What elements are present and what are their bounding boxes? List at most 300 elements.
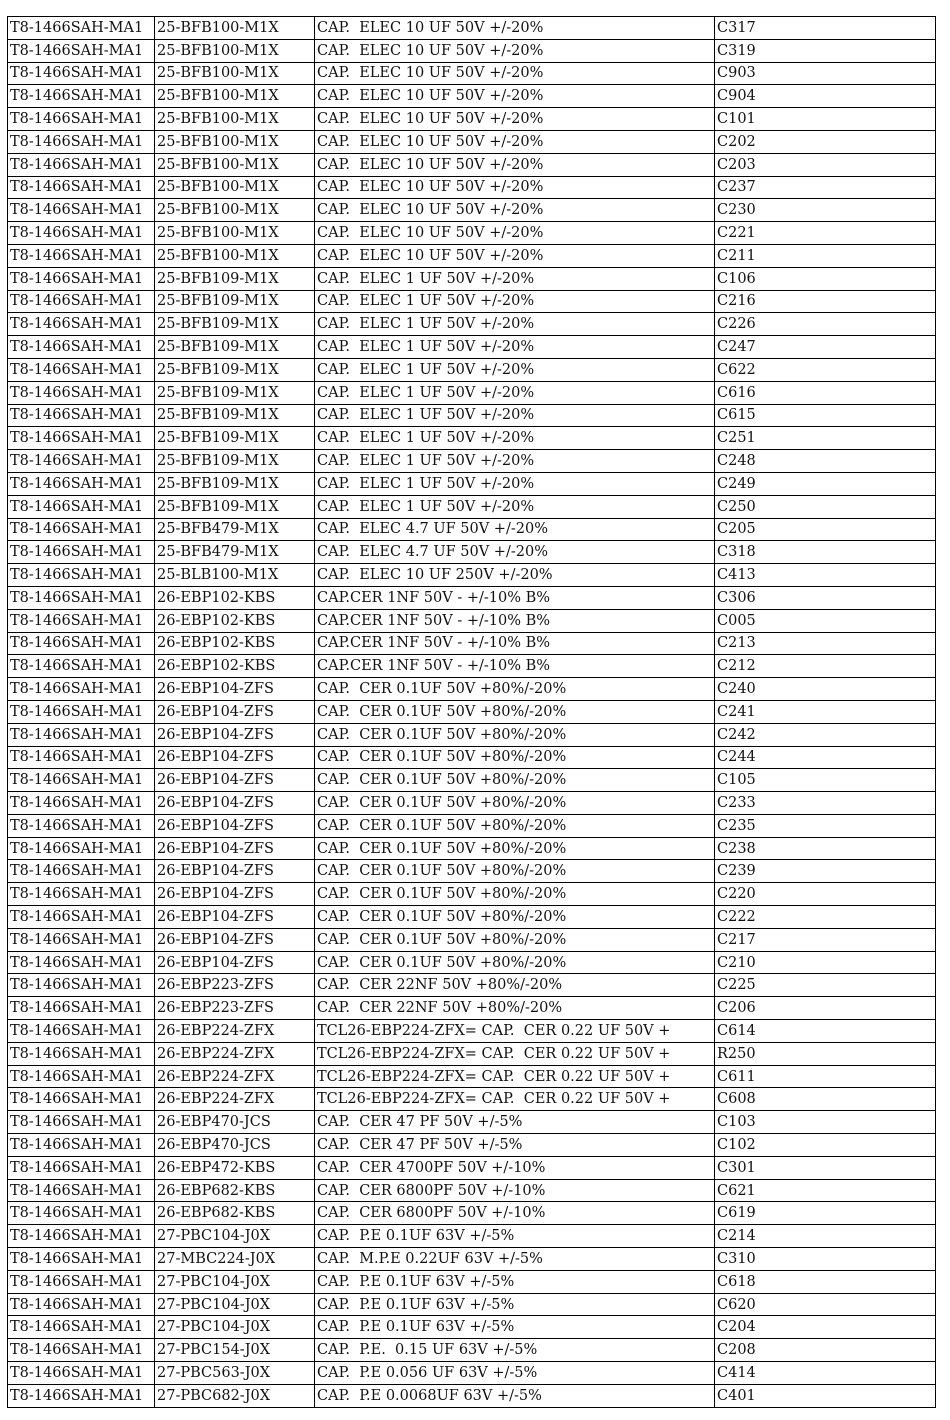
- part-number-cell: 26-EBP682-KBS: [155, 1179, 315, 1202]
- reference-cell: C216: [715, 290, 936, 313]
- model-cell: T8-1466SAH-MA1: [8, 1225, 155, 1248]
- table-row: [8, 792, 936, 815]
- reference-cell: C106: [715, 267, 936, 290]
- table-row: [8, 1225, 936, 1248]
- reference-cell: C619: [715, 1202, 936, 1225]
- model-cell: T8-1466SAH-MA1: [8, 564, 155, 587]
- model-cell: T8-1466SAH-MA1: [8, 1339, 155, 1362]
- model-cell: T8-1466SAH-MA1: [8, 1362, 155, 1385]
- description-cell: CAP. ELEC 4.7 UF 50V +/-20%: [315, 541, 715, 564]
- reference-cell: C241: [715, 700, 936, 723]
- table-row: [8, 906, 936, 929]
- table-row: [8, 290, 936, 313]
- part-number-cell: 26-EBP104-ZFS: [155, 700, 315, 723]
- model-cell: T8-1466SAH-MA1: [8, 860, 155, 883]
- reference-cell: C401: [715, 1384, 936, 1407]
- model-cell: T8-1466SAH-MA1: [8, 541, 155, 564]
- description-cell: TCL26-EBP224-ZFX= CAP. CER 0.22 UF 50V +: [315, 1088, 715, 1111]
- model-cell: T8-1466SAH-MA1: [8, 17, 155, 40]
- description-cell: CAP. CER 0.1UF 50V +80%/-20%: [315, 746, 715, 769]
- reference-cell: C214: [715, 1225, 936, 1248]
- reference-cell: C101: [715, 108, 936, 131]
- description-cell: CAP. CER 0.1UF 50V +80%/-20%: [315, 678, 715, 701]
- description-cell: CAP. CER 0.1UF 50V +80%/-20%: [315, 906, 715, 929]
- reference-cell: C306: [715, 586, 936, 609]
- description-cell: CAP.CER 1NF 50V - +/-10% B%: [315, 655, 715, 678]
- model-cell: T8-1466SAH-MA1: [8, 450, 155, 473]
- description-cell: CAP. P.E 0.056 UF 63V +/-5%: [315, 1362, 715, 1385]
- table-row: [8, 313, 936, 336]
- model-cell: T8-1466SAH-MA1: [8, 199, 155, 222]
- description-cell: CAP. ELEC 1 UF 50V +/-20%: [315, 404, 715, 427]
- model-cell: T8-1466SAH-MA1: [8, 1270, 155, 1293]
- description-cell: TCL26-EBP224-ZFX= CAP. CER 0.22 UF 50V +: [315, 1042, 715, 1065]
- part-number-cell: 25-BFB109-M1X: [155, 472, 315, 495]
- reference-cell: C319: [715, 39, 936, 62]
- model-cell: T8-1466SAH-MA1: [8, 814, 155, 837]
- table-row: [8, 1384, 936, 1407]
- description-cell: CAP. CER 0.1UF 50V +80%/-20%: [315, 951, 715, 974]
- reference-cell: C413: [715, 564, 936, 587]
- reference-cell: C903: [715, 62, 936, 85]
- model-cell: T8-1466SAH-MA1: [8, 1316, 155, 1339]
- model-cell: T8-1466SAH-MA1: [8, 130, 155, 153]
- table-row: [8, 609, 936, 632]
- table-row: [8, 1065, 936, 1088]
- part-number-cell: 26-EBP104-ZFS: [155, 860, 315, 883]
- description-cell: CAP. ELEC 10 UF 50V +/-20%: [315, 176, 715, 199]
- model-cell: T8-1466SAH-MA1: [8, 792, 155, 815]
- part-number-cell: 25-BFB100-M1X: [155, 17, 315, 40]
- table-row: [8, 814, 936, 837]
- reference-cell: C105: [715, 769, 936, 792]
- reference-cell: C242: [715, 723, 936, 746]
- table-row: [8, 495, 936, 518]
- description-cell: CAP. ELEC 10 UF 50V +/-20%: [315, 199, 715, 222]
- part-number-cell: 26-EBP104-ZFS: [155, 883, 315, 906]
- part-number-cell: 26-EBP102-KBS: [155, 609, 315, 632]
- model-cell: T8-1466SAH-MA1: [8, 108, 155, 131]
- part-number-cell: 25-BFB100-M1X: [155, 153, 315, 176]
- description-cell: CAP. ELEC 10 UF 250V +/-20%: [315, 564, 715, 587]
- table-row: [8, 1316, 936, 1339]
- part-number-cell: 25-BFB100-M1X: [155, 199, 315, 222]
- reference-cell: C225: [715, 974, 936, 997]
- part-number-cell: 25-BFB100-M1X: [155, 39, 315, 62]
- part-number-cell: 25-BFB100-M1X: [155, 108, 315, 131]
- reference-cell: C318: [715, 541, 936, 564]
- part-number-cell: 27-PBC104-J0X: [155, 1225, 315, 1248]
- model-cell: T8-1466SAH-MA1: [8, 1202, 155, 1225]
- description-cell: CAP. CER 0.1UF 50V +80%/-20%: [315, 723, 715, 746]
- reference-cell: C904: [715, 85, 936, 108]
- part-number-cell: 26-EBP224-ZFX: [155, 1020, 315, 1043]
- part-number-cell: 26-EBP104-ZFS: [155, 837, 315, 860]
- table-row: [8, 1293, 936, 1316]
- table-row: [8, 1202, 936, 1225]
- description-cell: CAP. ELEC 10 UF 50V +/-20%: [315, 85, 715, 108]
- part-number-cell: 26-EBP104-ZFS: [155, 792, 315, 815]
- part-number-cell: 25-BFB479-M1X: [155, 518, 315, 541]
- description-cell: CAP. ELEC 10 UF 50V +/-20%: [315, 39, 715, 62]
- reference-cell: C220: [715, 883, 936, 906]
- model-cell: T8-1466SAH-MA1: [8, 769, 155, 792]
- table-row: [8, 564, 936, 587]
- table-row: [8, 928, 936, 951]
- table-row: [8, 1088, 936, 1111]
- model-cell: T8-1466SAH-MA1: [8, 381, 155, 404]
- description-cell: CAP. CER 6800PF 50V +/-10%: [315, 1202, 715, 1225]
- reference-cell: C250: [715, 495, 936, 518]
- model-cell: T8-1466SAH-MA1: [8, 404, 155, 427]
- part-number-cell: 27-PBC104-J0X: [155, 1293, 315, 1316]
- model-cell: T8-1466SAH-MA1: [8, 336, 155, 359]
- table-row: [8, 678, 936, 701]
- model-cell: T8-1466SAH-MA1: [8, 153, 155, 176]
- description-cell: CAP. CER 0.1UF 50V +80%/-20%: [315, 792, 715, 815]
- model-cell: T8-1466SAH-MA1: [8, 746, 155, 769]
- description-cell: CAP. CER 0.1UF 50V +80%/-20%: [315, 860, 715, 883]
- description-cell: CAP. CER 47 PF 50V +/-5%: [315, 1134, 715, 1157]
- part-number-cell: 26-EBP102-KBS: [155, 632, 315, 655]
- reference-cell: C248: [715, 450, 936, 473]
- description-cell: CAP. ELEC 1 UF 50V +/-20%: [315, 313, 715, 336]
- part-number-cell: 26-EBP102-KBS: [155, 655, 315, 678]
- model-cell: T8-1466SAH-MA1: [8, 974, 155, 997]
- table-row: [8, 404, 936, 427]
- bom-table-body: [8, 17, 936, 1408]
- reference-cell: C203: [715, 153, 936, 176]
- part-number-cell: 26-EBP104-ZFS: [155, 906, 315, 929]
- description-cell: CAP. ELEC 10 UF 50V +/-20%: [315, 222, 715, 245]
- reference-cell: C616: [715, 381, 936, 404]
- part-number-cell: 26-EBP104-ZFS: [155, 951, 315, 974]
- part-number-cell: 26-EBP104-ZFS: [155, 769, 315, 792]
- reference-cell: C237: [715, 176, 936, 199]
- bom-table: [7, 16, 936, 1408]
- part-number-cell: 27-PBC104-J0X: [155, 1316, 315, 1339]
- reference-cell: C102: [715, 1134, 936, 1157]
- table-row: [8, 1339, 936, 1362]
- model-cell: T8-1466SAH-MA1: [8, 1293, 155, 1316]
- model-cell: T8-1466SAH-MA1: [8, 267, 155, 290]
- model-cell: T8-1466SAH-MA1: [8, 586, 155, 609]
- model-cell: T8-1466SAH-MA1: [8, 427, 155, 450]
- model-cell: T8-1466SAH-MA1: [8, 632, 155, 655]
- model-cell: T8-1466SAH-MA1: [8, 1065, 155, 1088]
- part-number-cell: 25-BFB109-M1X: [155, 427, 315, 450]
- model-cell: T8-1466SAH-MA1: [8, 928, 155, 951]
- table-row: [8, 883, 936, 906]
- reference-cell: C414: [715, 1362, 936, 1385]
- table-row: [8, 153, 936, 176]
- part-number-cell: 25-BFB109-M1X: [155, 450, 315, 473]
- reference-cell: C230: [715, 199, 936, 222]
- reference-cell: C206: [715, 997, 936, 1020]
- description-cell: CAP. CER 22NF 50V +80%/-20%: [315, 997, 715, 1020]
- model-cell: T8-1466SAH-MA1: [8, 1111, 155, 1134]
- part-number-cell: 26-EBP102-KBS: [155, 586, 315, 609]
- table-row: [8, 1134, 936, 1157]
- table-row: [8, 1179, 936, 1202]
- table-row: [8, 837, 936, 860]
- table-row: [8, 746, 936, 769]
- model-cell: T8-1466SAH-MA1: [8, 837, 155, 860]
- description-cell: CAP. CER 0.1UF 50V +80%/-20%: [315, 814, 715, 837]
- table-row: [8, 62, 936, 85]
- part-number-cell: 25-BFB100-M1X: [155, 222, 315, 245]
- table-row: [8, 222, 936, 245]
- model-cell: T8-1466SAH-MA1: [8, 951, 155, 974]
- table-row: [8, 336, 936, 359]
- description-cell: CAP. ELEC 1 UF 50V +/-20%: [315, 290, 715, 313]
- part-number-cell: 25-BFB100-M1X: [155, 130, 315, 153]
- reference-cell: C217: [715, 928, 936, 951]
- model-cell: T8-1466SAH-MA1: [8, 495, 155, 518]
- part-number-cell: 27-MBC224-J0X: [155, 1248, 315, 1271]
- model-cell: T8-1466SAH-MA1: [8, 906, 155, 929]
- table-row: [8, 199, 936, 222]
- table-row: [8, 632, 936, 655]
- reference-cell: C611: [715, 1065, 936, 1088]
- table-row: [8, 997, 936, 1020]
- table-row: [8, 381, 936, 404]
- model-cell: T8-1466SAH-MA1: [8, 62, 155, 85]
- model-cell: T8-1466SAH-MA1: [8, 39, 155, 62]
- description-cell: TCL26-EBP224-ZFX= CAP. CER 0.22 UF 50V +: [315, 1065, 715, 1088]
- reference-cell: C249: [715, 472, 936, 495]
- table-row: [8, 427, 936, 450]
- part-number-cell: 26-EBP104-ZFS: [155, 678, 315, 701]
- model-cell: T8-1466SAH-MA1: [8, 176, 155, 199]
- reference-cell: R250: [715, 1042, 936, 1065]
- table-row: [8, 769, 936, 792]
- part-number-cell: 25-BFB109-M1X: [155, 290, 315, 313]
- model-cell: T8-1466SAH-MA1: [8, 1088, 155, 1111]
- table-row: [8, 1362, 936, 1385]
- table-row: [8, 176, 936, 199]
- description-cell: CAP. ELEC 10 UF 50V +/-20%: [315, 108, 715, 131]
- reference-cell: C210: [715, 951, 936, 974]
- reference-cell: C221: [715, 222, 936, 245]
- table-row: [8, 860, 936, 883]
- reference-cell: C222: [715, 906, 936, 929]
- reference-cell: C103: [715, 1111, 936, 1134]
- reference-cell: C310: [715, 1248, 936, 1271]
- part-number-cell: 25-BFB109-M1X: [155, 336, 315, 359]
- description-cell: CAP. CER 0.1UF 50V +80%/-20%: [315, 883, 715, 906]
- description-cell: CAP. P.E 0.1UF 63V +/-5%: [315, 1316, 715, 1339]
- reference-cell: C317: [715, 17, 936, 40]
- part-number-cell: 25-BLB100-M1X: [155, 564, 315, 587]
- table-row: [8, 586, 936, 609]
- description-cell: CAP. CER 6800PF 50V +/-10%: [315, 1179, 715, 1202]
- description-cell: CAP. ELEC 1 UF 50V +/-20%: [315, 358, 715, 381]
- description-cell: CAP. ELEC 1 UF 50V +/-20%: [315, 381, 715, 404]
- description-cell: CAP. P.E 0.1UF 63V +/-5%: [315, 1225, 715, 1248]
- description-cell: CAP. P.E 0.0068UF 63V +/-5%: [315, 1384, 715, 1407]
- part-number-cell: 26-EBP224-ZFX: [155, 1088, 315, 1111]
- model-cell: T8-1466SAH-MA1: [8, 358, 155, 381]
- part-number-cell: 25-BFB109-M1X: [155, 495, 315, 518]
- description-cell: CAP. ELEC 1 UF 50V +/-20%: [315, 495, 715, 518]
- reference-cell: C205: [715, 518, 936, 541]
- part-number-cell: 26-EBP104-ZFS: [155, 814, 315, 837]
- model-cell: T8-1466SAH-MA1: [8, 1384, 155, 1407]
- reference-cell: C226: [715, 313, 936, 336]
- table-row: [8, 85, 936, 108]
- part-number-cell: 26-EBP104-ZFS: [155, 723, 315, 746]
- reference-cell: C213: [715, 632, 936, 655]
- description-cell: CAP. ELEC 1 UF 50V +/-20%: [315, 472, 715, 495]
- table-row: [8, 1156, 936, 1179]
- model-cell: T8-1466SAH-MA1: [8, 1156, 155, 1179]
- reference-cell: C621: [715, 1179, 936, 1202]
- description-cell: CAP. ELEC 1 UF 50V +/-20%: [315, 267, 715, 290]
- table-row: [8, 1042, 936, 1065]
- part-number-cell: 27-PBC682-J0X: [155, 1384, 315, 1407]
- part-number-cell: 25-BFB109-M1X: [155, 404, 315, 427]
- model-cell: T8-1466SAH-MA1: [8, 723, 155, 746]
- table-row: [8, 472, 936, 495]
- reference-cell: C251: [715, 427, 936, 450]
- reference-cell: C238: [715, 837, 936, 860]
- model-cell: T8-1466SAH-MA1: [8, 290, 155, 313]
- part-number-cell: 27-PBC563-J0X: [155, 1362, 315, 1385]
- model-cell: T8-1466SAH-MA1: [8, 1134, 155, 1157]
- reference-cell: C247: [715, 336, 936, 359]
- reference-cell: C622: [715, 358, 936, 381]
- description-cell: CAP. CER 0.1UF 50V +80%/-20%: [315, 700, 715, 723]
- description-cell: CAP. ELEC 4.7 UF 50V +/-20%: [315, 518, 715, 541]
- table-row: [8, 1020, 936, 1043]
- reference-cell: C202: [715, 130, 936, 153]
- description-cell: CAP.CER 1NF 50V - +/-10% B%: [315, 586, 715, 609]
- table-row: [8, 700, 936, 723]
- part-number-cell: 26-EBP682-KBS: [155, 1202, 315, 1225]
- model-cell: T8-1466SAH-MA1: [8, 222, 155, 245]
- model-cell: T8-1466SAH-MA1: [8, 85, 155, 108]
- reference-cell: C301: [715, 1156, 936, 1179]
- description-cell: CAP. CER 0.1UF 50V +80%/-20%: [315, 928, 715, 951]
- table-row: [8, 130, 936, 153]
- reference-cell: C244: [715, 746, 936, 769]
- model-cell: T8-1466SAH-MA1: [8, 313, 155, 336]
- part-number-cell: 25-BFB109-M1X: [155, 267, 315, 290]
- part-number-cell: 25-BFB109-M1X: [155, 381, 315, 404]
- table-row: [8, 1111, 936, 1134]
- part-number-cell: 26-EBP224-ZFX: [155, 1042, 315, 1065]
- model-cell: T8-1466SAH-MA1: [8, 609, 155, 632]
- reference-cell: C208: [715, 1339, 936, 1362]
- part-number-cell: 26-EBP224-ZFX: [155, 1065, 315, 1088]
- part-number-cell: 25-BFB100-M1X: [155, 176, 315, 199]
- description-cell: CAP. CER 47 PF 50V +/-5%: [315, 1111, 715, 1134]
- model-cell: T8-1466SAH-MA1: [8, 1020, 155, 1043]
- part-number-cell: 26-EBP472-KBS: [155, 1156, 315, 1179]
- table-row: [8, 1270, 936, 1293]
- table-row: [8, 39, 936, 62]
- table-row: [8, 655, 936, 678]
- table-row: [8, 518, 936, 541]
- description-cell: CAP. P.E 0.1UF 63V +/-5%: [315, 1293, 715, 1316]
- description-cell: CAP. P.E. 0.15 UF 63V +/-5%: [315, 1339, 715, 1362]
- reference-cell: C212: [715, 655, 936, 678]
- description-cell: CAP. P.E 0.1UF 63V +/-5%: [315, 1270, 715, 1293]
- reference-cell: C614: [715, 1020, 936, 1043]
- description-cell: CAP. CER 0.1UF 50V +80%/-20%: [315, 769, 715, 792]
- part-number-cell: 26-EBP104-ZFS: [155, 928, 315, 951]
- description-cell: CAP.CER 1NF 50V - +/-10% B%: [315, 632, 715, 655]
- reference-cell: C620: [715, 1293, 936, 1316]
- description-cell: CAP. CER 0.1UF 50V +80%/-20%: [315, 837, 715, 860]
- reference-cell: C005: [715, 609, 936, 632]
- model-cell: T8-1466SAH-MA1: [8, 472, 155, 495]
- model-cell: T8-1466SAH-MA1: [8, 997, 155, 1020]
- reference-cell: C618: [715, 1270, 936, 1293]
- reference-cell: C204: [715, 1316, 936, 1339]
- part-number-cell: 26-EBP470-JCS: [155, 1111, 315, 1134]
- description-cell: CAP. M.P.E 0.22UF 63V +/-5%: [315, 1248, 715, 1271]
- description-cell: CAP.CER 1NF 50V - +/-10% B%: [315, 609, 715, 632]
- table-row: [8, 723, 936, 746]
- description-cell: CAP. ELEC 1 UF 50V +/-20%: [315, 336, 715, 359]
- part-number-cell: 25-BFB109-M1X: [155, 358, 315, 381]
- table-row: [8, 951, 936, 974]
- description-cell: CAP. ELEC 10 UF 50V +/-20%: [315, 244, 715, 267]
- model-cell: T8-1466SAH-MA1: [8, 883, 155, 906]
- part-number-cell: 26-EBP223-ZFS: [155, 997, 315, 1020]
- part-number-cell: 25-BFB100-M1X: [155, 85, 315, 108]
- part-number-cell: 25-BFB100-M1X: [155, 244, 315, 267]
- part-number-cell: 25-BFB109-M1X: [155, 313, 315, 336]
- reference-cell: C608: [715, 1088, 936, 1111]
- table-row: [8, 541, 936, 564]
- reference-cell: C615: [715, 404, 936, 427]
- reference-cell: C240: [715, 678, 936, 701]
- table-row: [8, 358, 936, 381]
- table-row: [8, 1248, 936, 1271]
- description-cell: CAP. CER 22NF 50V +80%/-20%: [315, 974, 715, 997]
- table-row: [8, 974, 936, 997]
- table-row: [8, 267, 936, 290]
- model-cell: T8-1466SAH-MA1: [8, 655, 155, 678]
- description-cell: CAP. CER 4700PF 50V +/-10%: [315, 1156, 715, 1179]
- part-number-cell: 27-PBC104-J0X: [155, 1270, 315, 1293]
- table-row: [8, 108, 936, 131]
- description-cell: CAP. ELEC 10 UF 50V +/-20%: [315, 153, 715, 176]
- part-number-cell: 27-PBC154-J0X: [155, 1339, 315, 1362]
- part-number-cell: 26-EBP104-ZFS: [155, 746, 315, 769]
- description-cell: CAP. ELEC 1 UF 50V +/-20%: [315, 450, 715, 473]
- table-row: [8, 244, 936, 267]
- reference-cell: C239: [715, 860, 936, 883]
- description-cell: CAP. ELEC 10 UF 50V +/-20%: [315, 17, 715, 40]
- part-number-cell: 26-EBP470-JCS: [155, 1134, 315, 1157]
- description-cell: CAP. ELEC 10 UF 50V +/-20%: [315, 130, 715, 153]
- model-cell: T8-1466SAH-MA1: [8, 678, 155, 701]
- reference-cell: C233: [715, 792, 936, 815]
- model-cell: T8-1466SAH-MA1: [8, 700, 155, 723]
- description-cell: CAP. ELEC 1 UF 50V +/-20%: [315, 427, 715, 450]
- table-row: [8, 450, 936, 473]
- model-cell: T8-1466SAH-MA1: [8, 1042, 155, 1065]
- model-cell: T8-1466SAH-MA1: [8, 1179, 155, 1202]
- description-cell: CAP. ELEC 10 UF 50V +/-20%: [315, 62, 715, 85]
- model-cell: T8-1466SAH-MA1: [8, 244, 155, 267]
- reference-cell: C211: [715, 244, 936, 267]
- model-cell: T8-1466SAH-MA1: [8, 1248, 155, 1271]
